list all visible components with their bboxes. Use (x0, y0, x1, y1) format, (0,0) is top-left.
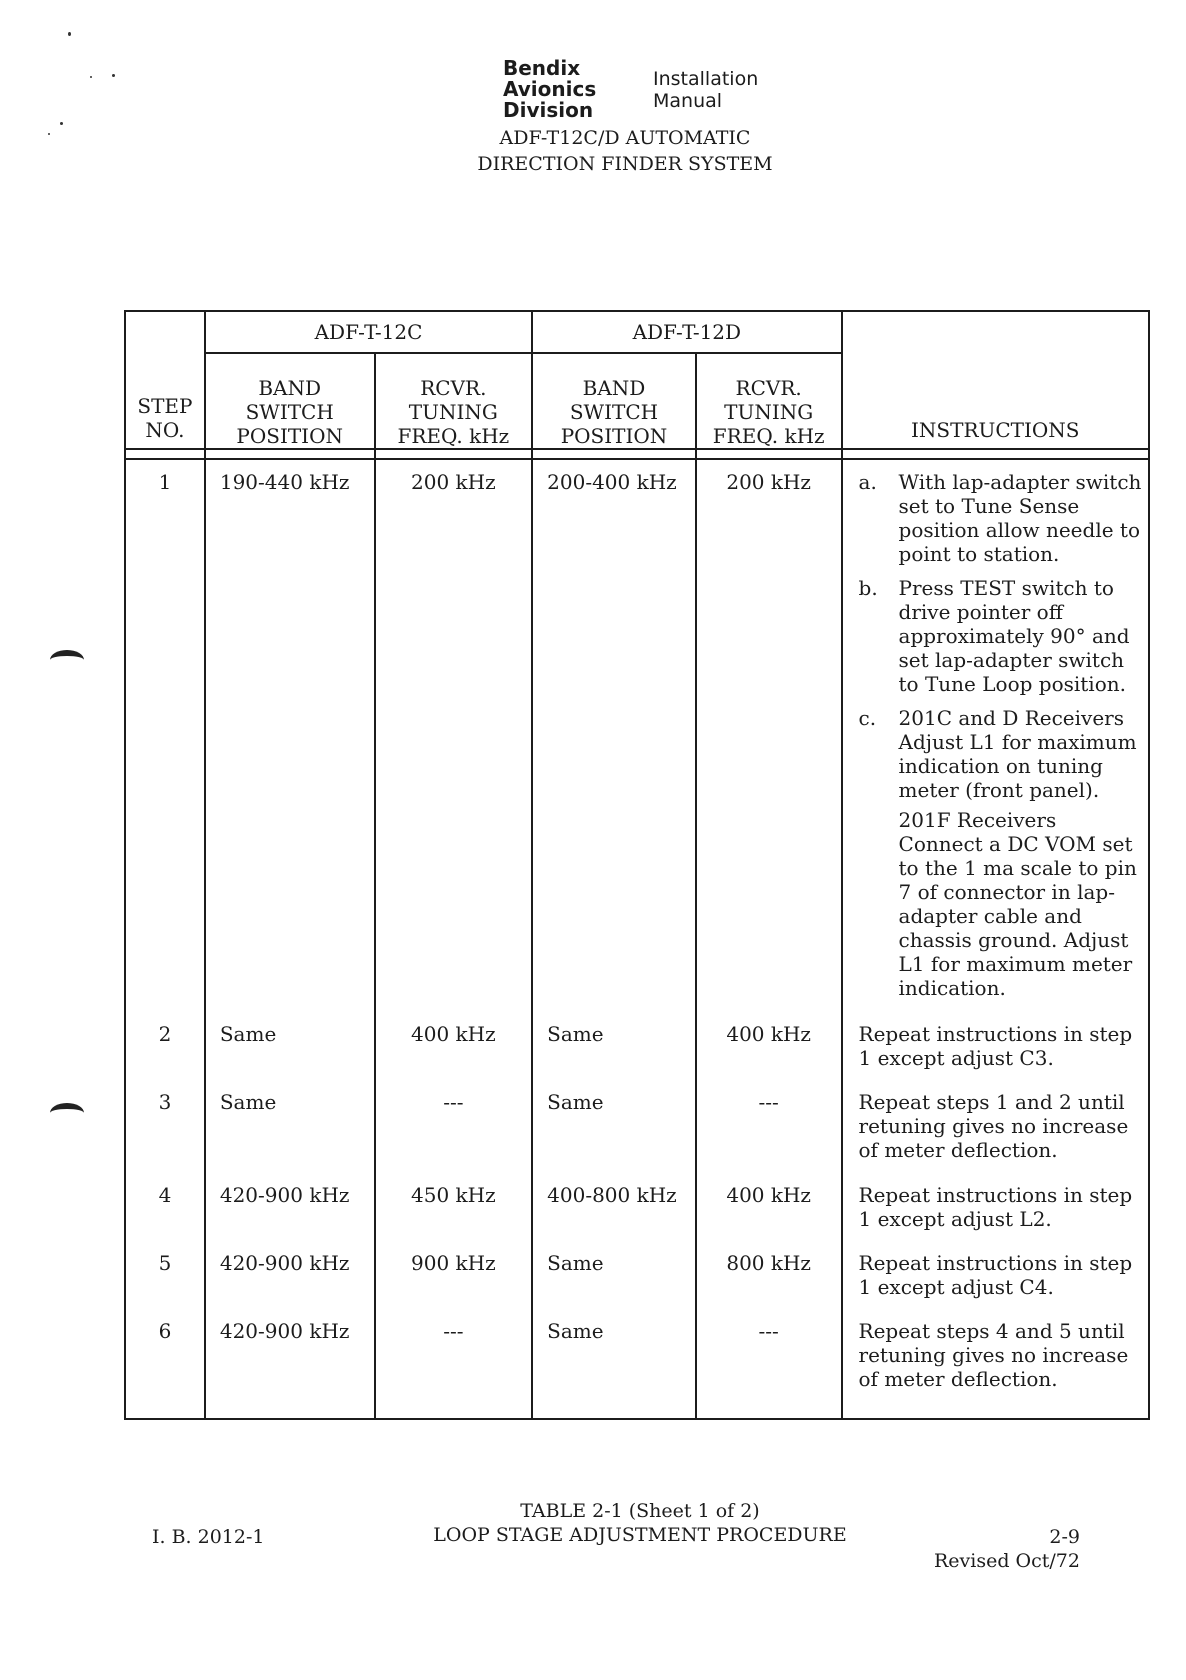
step-number: 6 (125, 1309, 205, 1419)
table-caption-title: LOOP STAGE ADJUSTMENT PROCEDURE (433, 1524, 847, 1546)
band-switch-d: Same (532, 1241, 696, 1309)
band-switch-d: Same (532, 1012, 696, 1080)
header-separator (125, 449, 1149, 459)
instruction-a: a. With lap-adapter switch set to Tune Sense position allow needle to point to station. (858, 470, 1142, 567)
brand-line: Division (503, 98, 594, 122)
column-header-band-switch-d: BAND SWITCH POSITION (532, 353, 696, 449)
group-header-row (125, 311, 1149, 353)
table-caption-number: TABLE 2-1 (Sheet 1 of 2) (520, 1500, 760, 1522)
manual-line: Manual (653, 90, 723, 112)
instructions: Repeat instructions in step 1 except adjust C4. (842, 1241, 1149, 1309)
manual-label (653, 68, 758, 112)
binder-hole-mark (50, 650, 84, 670)
loop-stage-adjustment-table (124, 310, 1150, 1420)
band-switch-c: 420-900 kHz (205, 1173, 375, 1241)
instruction-c: c. 201C and D Receivers Adjust L1 for maximum indication on tuning meter (front panel). (858, 706, 1137, 803)
step-number: 1 (125, 459, 205, 1012)
instruction-b: b. Press TEST switch to drive pointer off approximately 90° and set lap-adapter switch to Tune Loop position. (858, 576, 1130, 697)
scan-speck (90, 76, 92, 78)
instructions: Repeat steps 1 and 2 until retuning gives no increase of meter deflection. (842, 1080, 1149, 1172)
tuning-freq-c: --- (375, 1309, 533, 1419)
table-row (125, 1012, 1149, 1080)
scan-speck (112, 74, 115, 77)
scan-speck (68, 32, 71, 36)
tuning-freq-c: 900 kHz (375, 1241, 533, 1309)
tuning-freq-c: 400 kHz (375, 1012, 533, 1080)
tuning-freq-d: --- (696, 1309, 842, 1419)
scan-speck (48, 133, 50, 135)
band-switch-c: Same (205, 1080, 375, 1172)
table-row (125, 459, 1149, 1012)
brand-line: Bendix (503, 56, 581, 80)
table-row (125, 1309, 1149, 1419)
column-header-tuning-freq-c: RCVR. TUNING FREQ. kHz (375, 353, 533, 449)
brand-line: Avionics (503, 77, 597, 101)
tuning-freq-c: --- (375, 1080, 533, 1172)
column-header-instructions: INSTRUCTIONS (842, 311, 1149, 449)
document-subtitle: DIRECTION FINDER SYSTEM (477, 153, 773, 175)
instructions: Repeat instructions in step 1 except adjust C3. (842, 1012, 1149, 1080)
band-switch-d: Same (532, 1309, 696, 1419)
band-switch-c: 420-900 kHz (205, 1309, 375, 1419)
brand-block (503, 58, 596, 121)
band-switch-c: Same (205, 1012, 375, 1080)
band-switch-c: 420-900 kHz (205, 1241, 375, 1309)
column-header-step: STEP NO. (125, 311, 205, 449)
tuning-freq-d: 400 kHz (696, 1173, 842, 1241)
instructions: Repeat instructions in step 1 except adjust L2. (842, 1173, 1149, 1241)
step-number: 3 (125, 1080, 205, 1172)
binder-hole-mark (50, 1103, 84, 1123)
tuning-freq-d: --- (696, 1080, 842, 1172)
revision-date: Revised Oct/72 (934, 1550, 1080, 1572)
step-number: 5 (125, 1241, 205, 1309)
tuning-freq-d: 400 kHz (696, 1012, 842, 1080)
instruction-c-201f: 201F Receivers Connect a DC VOM set to the 1 ma scale to pin 7 of connector in lap-adapter cable and chassis ground. Adjust L1 for maximum meter indication. (898, 808, 1137, 1001)
group-header-adf-t-12c: ADF-T-12C (205, 311, 532, 353)
tuning-freq-d: 200 kHz (696, 459, 842, 1012)
instructions (842, 459, 1149, 1012)
step-number: 2 (125, 1012, 205, 1080)
band-switch-c: 190-440 kHz (205, 459, 375, 1012)
group-header-adf-t-12d: ADF-T-12D (532, 311, 841, 353)
manual-line: Installation (653, 68, 759, 90)
page-number: 2-9 (1049, 1526, 1080, 1548)
scan-speck (60, 122, 63, 125)
table-row (125, 1080, 1149, 1172)
tuning-freq-c: 200 kHz (375, 459, 533, 1012)
band-switch-d: Same (532, 1080, 696, 1172)
band-switch-d: 400-800 kHz (532, 1173, 696, 1241)
table-row (125, 1173, 1149, 1241)
tuning-freq-c: 450 kHz (375, 1173, 533, 1241)
document-id: I. B. 2012-1 (152, 1526, 265, 1548)
band-switch-d: 200-400 kHz (532, 459, 696, 1012)
document-title: ADF-T12C/D AUTOMATIC (499, 127, 751, 149)
table-row (125, 1241, 1149, 1309)
step-number: 4 (125, 1173, 205, 1241)
instructions: Repeat steps 4 and 5 until retuning gives no increase of meter deflection. (842, 1309, 1149, 1419)
tuning-freq-d: 800 kHz (696, 1241, 842, 1309)
column-header-tuning-freq-d: RCVR. TUNING FREQ. kHz (696, 353, 842, 449)
column-header-band-switch-c: BAND SWITCH POSITION (205, 353, 375, 449)
